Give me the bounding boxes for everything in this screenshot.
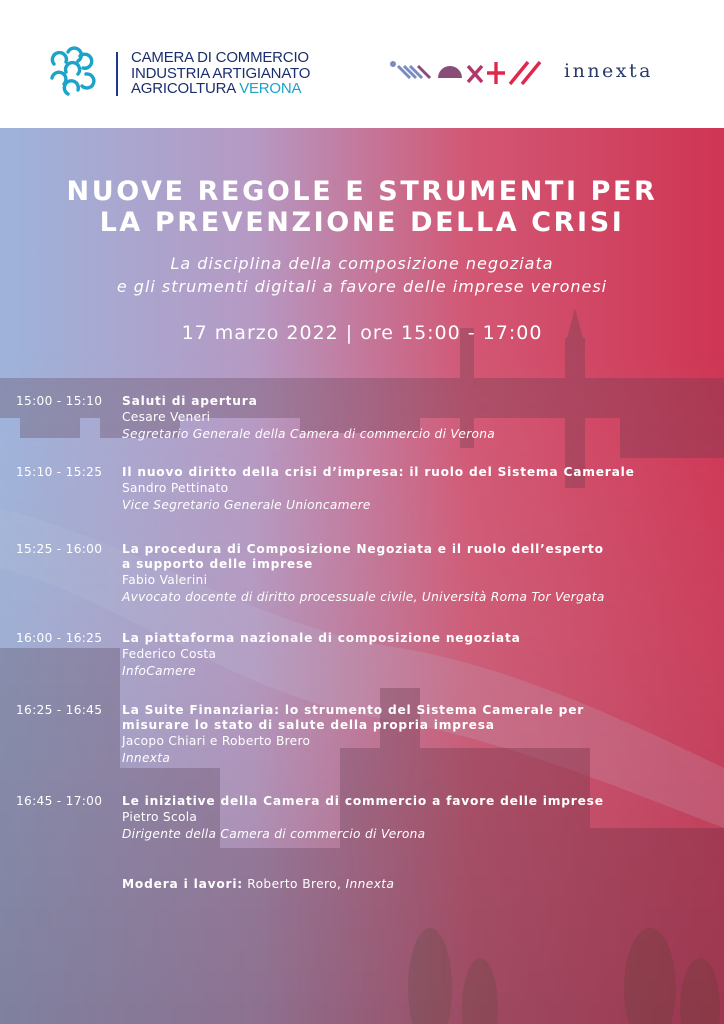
agenda-time: 15:10 - 15:25 [16, 465, 103, 479]
agenda-time: 15:00 - 15:10 [16, 394, 103, 408]
agenda-time: 16:25 - 16:45 [16, 703, 103, 717]
agenda-info [122, 703, 682, 766]
ccv-agricoltura: AGRICOLTURA [131, 80, 240, 97]
agenda-role: Avvocato docente di diritto processuale civile, Università Roma Tor Vergata [122, 590, 605, 604]
agenda-title: Il nuovo diritto della crisi d’impresa: il ruolo del Sistema Camerale [122, 465, 635, 479]
agenda-time: 16:00 - 16:25 [16, 631, 103, 645]
event-subtitle-line-2: e gli strumenti digitali a favore delle imprese veronesi [116, 277, 608, 296]
moderator-org: Innexta [345, 877, 395, 891]
agenda-role: Segretario Generale della Camera di commercio di Verona [122, 427, 496, 441]
agenda-title: Saluti di apertura [122, 394, 258, 408]
ccv-line-1: CAMERA DI COMMERCIO [131, 49, 309, 66]
ccv-line-3 [131, 81, 310, 97]
agenda-info [122, 542, 682, 605]
agenda-info [122, 794, 682, 842]
event-title-line-2: LA PREVENZIONE DELLA CRISI [99, 207, 625, 238]
moderator-name: Roberto Brero, [242, 877, 346, 891]
agenda-role: InfoCamere [122, 664, 196, 678]
event-datetime: 17 marzo 2022 | ore 15:00 - 17:00 [181, 322, 543, 344]
hero-content [0, 128, 724, 1024]
agenda-time: 15:25 - 16:00 [16, 542, 103, 556]
agenda-time: 16:45 - 17:00 [16, 794, 103, 808]
ccv-line-2: INDUSTRIA ARTIGIANATO [131, 64, 311, 82]
innexta-logo-icon [388, 56, 544, 90]
agenda-title-line-2: a supporto delle imprese [122, 557, 314, 571]
agenda-speaker: Pietro Scola [122, 810, 198, 824]
event-title-line-1: NUOVE REGOLE E STRUMENTI PER [66, 176, 658, 207]
agenda-role: Innexta [122, 751, 171, 765]
logo-divider [116, 52, 118, 96]
agenda-speaker: Cesare Veneri [122, 410, 211, 424]
agenda-title-line-1: La Suite Finanziaria: lo strumento del Sistema Camerale per [122, 703, 585, 717]
event-title [0, 176, 724, 238]
ccv-verona: VERONA [239, 80, 302, 97]
agenda-info [122, 631, 682, 679]
agenda-speaker: Sandro Pettinato [122, 481, 229, 495]
agenda-role: Vice Segretario Generale Unioncamere [122, 498, 371, 512]
agenda-title: Le iniziative della Camera di commercio a favore delle imprese [122, 794, 604, 808]
agenda-info [122, 394, 682, 442]
header-bar [0, 0, 724, 128]
agenda-speaker: Federico Costa [122, 647, 217, 661]
agenda-speaker: Fabio Valerini [122, 573, 208, 587]
camera-commercio-logo-icon [46, 44, 102, 102]
moderator-line [122, 877, 394, 891]
innexta-wordmark: innexta [564, 60, 653, 82]
event-subtitle-line-1: La disciplina della composizione negoziata [170, 254, 554, 273]
event-subtitle [0, 252, 724, 298]
camera-commercio-wordmark [131, 50, 310, 97]
agenda-info [122, 465, 682, 513]
agenda-title-line-1: La procedura di Composizione Negoziata e il ruolo dell’esperto [122, 542, 604, 556]
agenda-title: La piattaforma nazionale di composizione negoziata [122, 631, 521, 645]
agenda-speaker: Jacopo Chiari e Roberto Brero [122, 734, 311, 748]
agenda-role: Dirigente della Camera di commercio di Verona [122, 827, 426, 841]
moderator-label: Modera i lavori: [122, 877, 243, 891]
agenda-title-line-2: misurare lo stato di salute della propria impresa [122, 718, 495, 732]
